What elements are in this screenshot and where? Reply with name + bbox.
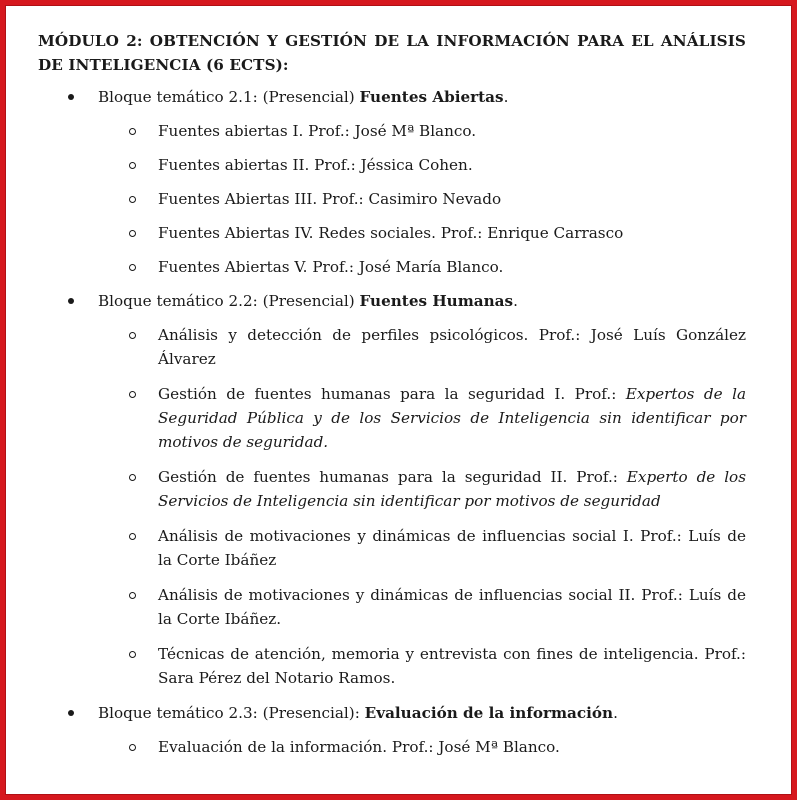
circle-bullet-icon <box>129 128 136 135</box>
item-italic-text: Experto de los Servicios de Inteligencia sin identificar por motivos de seguridad <box>158 468 746 510</box>
circle-bullet-icon <box>129 264 136 271</box>
item-text: Análisis de motivaciones y dinámicas de influencias social I. Prof.: Luís de la Corte Ibáñez <box>158 527 746 569</box>
list-item <box>38 524 746 572</box>
bloque-title: Evaluación de la información <box>364 704 614 722</box>
bloque-2-2 <box>38 289 746 313</box>
list-item <box>38 323 746 371</box>
bloque-suffix: . <box>613 704 618 722</box>
bloque-suffix: . <box>513 292 518 310</box>
bloque-title: Fuentes Abiertas <box>359 88 504 106</box>
item-text: Análisis y detección de perfiles psicológicos. Prof.: José Luís González Álvarez <box>158 326 746 368</box>
circle-bullet-icon <box>129 651 136 658</box>
item-text: Fuentes Abiertas III. Prof.: Casimiro Nevado <box>158 190 502 208</box>
sublist-2-2 <box>38 323 746 690</box>
circle-bullet-icon <box>129 332 136 339</box>
circle-bullet-icon <box>129 391 136 398</box>
document-body <box>38 29 746 769</box>
item-text: Evaluación de la información. Prof.: José Mª Blanco. <box>158 738 560 756</box>
item-text: Fuentes abiertas II. Prof.: Jéssica Cohen. <box>158 156 473 174</box>
bloque-suffix: . <box>503 88 509 106</box>
circle-bullet-icon <box>129 474 136 481</box>
list-item <box>38 153 746 177</box>
item-text: Fuentes Abiertas IV. Redes sociales. Prof.: Enrique Carrasco <box>158 224 624 242</box>
list-item <box>38 187 746 211</box>
item-text: Técnicas de atención, memoria y entrevista con fines de inteligencia. Prof.: Sara Pérez del Notario Ramos. <box>158 645 746 687</box>
circle-bullet-icon <box>129 196 136 203</box>
bloque-title: Fuentes Humanas <box>359 292 514 310</box>
list-item <box>38 583 746 631</box>
sublist-2-1 <box>38 119 746 279</box>
sublist-2-3 <box>38 735 746 759</box>
item-text: Análisis de motivaciones y dinámicas de influencias social II. Prof.: Luís de la Corte Ibáñez. <box>158 586 746 628</box>
circle-bullet-icon <box>129 533 136 540</box>
bullet-icon <box>68 94 74 100</box>
bloque-2-3 <box>38 701 746 725</box>
item-text: Gestión de fuentes humanas para la seguridad I. Prof.: <box>158 385 626 403</box>
list-item <box>38 382 746 454</box>
circle-bullet-icon <box>129 592 136 599</box>
list-item <box>38 119 746 143</box>
item-text: Gestión de fuentes humanas para la seguridad II. Prof.: <box>158 468 627 486</box>
list-item <box>38 735 746 759</box>
bullet-icon <box>68 710 74 716</box>
circle-bullet-icon <box>129 230 136 237</box>
bloque-prefix: Bloque temático 2.2: (Presencial) <box>98 292 360 310</box>
bullet-icon <box>68 298 74 304</box>
item-italic-text: Expertos de la Seguridad Pública y de los Servicios de Inteligencia sin identificar por motivos de seguridad. <box>158 385 746 451</box>
bloque-2-1 <box>38 85 746 109</box>
list-item <box>38 221 746 245</box>
list-item <box>38 255 746 279</box>
module-heading: MÓDULO 2: OBTENCIÓN Y GESTIÓN DE LA INFORMACIÓN PARA EL ANÁLISIS DE INTELIGENCIA (6 ECTS): <box>38 32 746 74</box>
bloque-prefix: Bloque temático 2.3: (Presencial): <box>98 704 365 722</box>
bloque-prefix: Bloque temático 2.1: (Presencial) <box>98 88 360 106</box>
circle-bullet-icon <box>129 162 136 169</box>
item-text: Fuentes abiertas I. Prof.: José Mª Blanco. <box>158 122 477 140</box>
circle-bullet-icon <box>129 744 136 751</box>
list-item <box>38 465 746 513</box>
list-item <box>38 642 746 690</box>
item-text: Fuentes Abiertas V. Prof.: José María Blanco. <box>158 258 504 276</box>
